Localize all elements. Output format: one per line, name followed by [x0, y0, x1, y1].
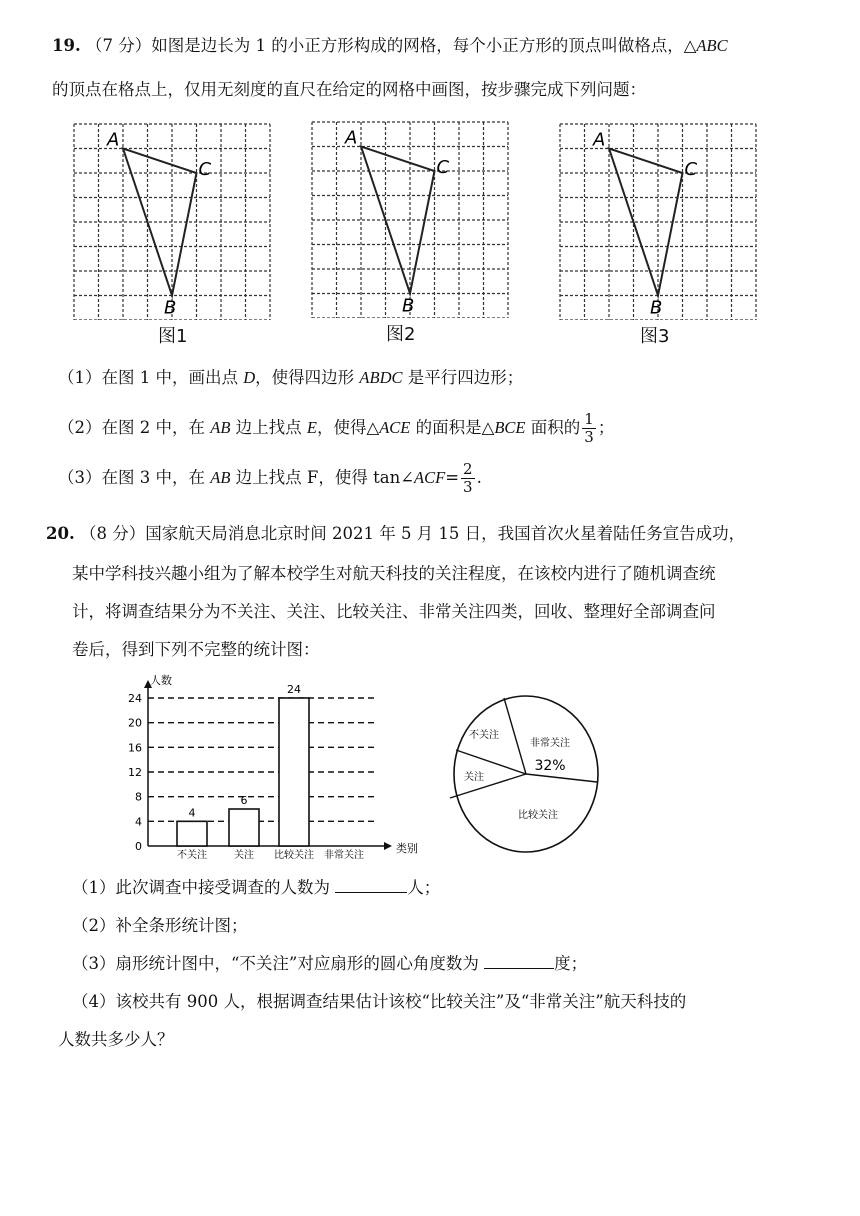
bar-value-label: 24 [287, 683, 301, 696]
figure-1-label: 图1 [158, 326, 188, 347]
vertex-a-label: A [593, 129, 606, 151]
q19-sub2-end: ； [597, 418, 615, 437]
pie-slice-label: 非常关注 [530, 738, 570, 749]
y-tick-label: 8 [135, 790, 142, 804]
q20-sub1-text-a: （1）此次调查中接受调查的人数为 [72, 878, 330, 897]
q19-intro-line2 [52, 78, 646, 102]
pie-slice-label: 关注 [464, 772, 484, 783]
q19-sub2-text-d: 的面积是△ [415, 418, 495, 437]
point-d: D [243, 368, 256, 387]
answer-blank-3[interactable] [484, 952, 554, 969]
fraction-one-third [582, 411, 596, 446]
q19-sub2-text-b: 边上找点 [235, 418, 302, 437]
pie-slice-percent: 32% [534, 758, 566, 774]
y-tick-label: 24 [128, 692, 142, 705]
y-tick-label: 4 [135, 815, 142, 829]
triangle-abc: ABC [696, 36, 728, 55]
q20-sub3 [72, 952, 587, 976]
vertex-a-label: A [107, 129, 120, 151]
q19-sub2-text-a: （2）在图 2 中，在 [58, 418, 205, 437]
x-axis-title: 类别 [396, 842, 418, 855]
q20-sub2: （2）补全条形统计图； [72, 916, 248, 935]
bar-value-label: 6 [240, 794, 248, 807]
grid-figure-2-svg [308, 118, 513, 318]
vertex-c-label: C [436, 157, 450, 178]
q20-text-1: 国家航天局消息北京时间 2021 年 5 月 15 日，我国首次火星着陆任务宣告成功， [145, 524, 746, 543]
q19-intro-line1 [52, 34, 728, 58]
bar-value-label: 4 [188, 806, 196, 820]
vertex-b-label: B [164, 297, 177, 319]
fraction-two-thirds [461, 461, 475, 496]
pie-slice-label: 比较关注 [518, 810, 558, 821]
vertex-b-label: B [650, 297, 663, 319]
segment-ab: AB [210, 468, 231, 487]
figure-2-label: 图2 [386, 324, 416, 345]
q20-sub3-text-b: 度； [554, 954, 588, 973]
triangle-bce: BCE [494, 418, 526, 437]
bar [177, 821, 207, 846]
q19-sub2 [58, 408, 614, 448]
bar-chart [110, 670, 440, 870]
q19-sub3-text-a: （3）在图 3 中，在 [58, 468, 205, 487]
y-tick-label: 16 [128, 741, 142, 755]
q19-sub3 [58, 458, 482, 498]
vertex-c-label: C [684, 159, 698, 180]
equals-sign: = [445, 468, 460, 487]
category-label: 非常关注 [324, 850, 364, 861]
point-e: E [306, 418, 318, 437]
segment-ab: AB [210, 418, 231, 437]
grid-figure-3-svg [556, 120, 761, 320]
grid-figure-3 [556, 120, 761, 324]
answer-blank-1[interactable] [335, 876, 407, 893]
category-label: 比较关注 [274, 850, 314, 861]
q19-sub3-end: . [476, 468, 482, 487]
grid-figure-1-svg [70, 120, 275, 320]
y-tick-label: 20 [128, 716, 142, 730]
q20-sub4-line2: 人数共多少人？ [58, 1030, 174, 1049]
angle-acf: ACF [414, 468, 446, 487]
y-tick-label: 12 [128, 766, 142, 779]
fraction-denominator: 3 [463, 478, 473, 496]
triangle-symbol: △ [683, 36, 697, 55]
grid-figure-1 [70, 120, 275, 324]
bar [279, 698, 309, 846]
bar [229, 809, 259, 846]
triangle-ace: ACE [379, 418, 411, 437]
q19-sub2-text-e: 面积的 [530, 418, 581, 437]
quad-abdc: ABDC [359, 368, 403, 387]
x-axis-arrow [384, 842, 392, 850]
q20-sub4-line1: （4）该校共有 900 人，根据调查结果估计该校“比较关注”及“非常关注”航天科技的 [72, 992, 687, 1011]
q19-sub1 [58, 366, 523, 390]
fraction-numerator: 1 [584, 410, 594, 428]
category-label: 关注 [234, 850, 254, 861]
q20-line1 [46, 522, 745, 546]
q20-points: （8 分） [79, 524, 146, 543]
q19-sub3-text-b: 边上找点 F，使得 tan∠ [235, 468, 415, 487]
vertex-a-label: A [345, 127, 358, 149]
q19-points: （7 分） [85, 36, 152, 55]
q20-sub1 [72, 876, 440, 900]
q20-sub3-text-a: （3）扇形统计图中，“不关注”对应扇形的圆心角度数为 [72, 954, 479, 973]
q20-line4: 卷后，得到下列不完整的统计图： [72, 640, 320, 659]
category-label: 不关注 [177, 850, 207, 861]
q19-number: 19. [52, 36, 81, 55]
pie-slice-label: 不关注 [469, 730, 499, 741]
vertex-b-label: B [402, 295, 415, 317]
q20-line2: 某中学科技兴趣小组为了解本校学生对航天科技的关注程度，在该校内进行了随机调查统 [72, 564, 716, 583]
fraction-numerator: 2 [463, 460, 473, 478]
grid-figure-2 [308, 118, 513, 322]
figure-3-label: 图3 [640, 326, 670, 347]
q19-sub1-text-b: ，使得四边形 [255, 368, 355, 387]
q19-intro-text-2: 的顶点在格点上，仅用无刻度的直尺在给定的网格中画图，按步骤完成下列问题： [52, 80, 646, 99]
q19-sub2-text-c: ，使得△ [317, 418, 380, 437]
vertex-c-label: C [198, 159, 212, 180]
q19-sub1-text-a: （1）在图 1 中，画出点 [58, 368, 238, 387]
q19-intro-text-1: 如图是边长为 1 的小正方形构成的网格，每个小正方形的顶点叫做格点， [151, 36, 684, 55]
fraction-denominator: 3 [584, 428, 594, 446]
q20-line3: 计，将调查结果分为不关注、关注、比较关注、非常关注四类，回收、整理好全部调查问 [72, 602, 716, 621]
q19-sub1-text-c: 是平行四边形； [407, 368, 524, 387]
y-axis-title: 人数 [150, 674, 172, 687]
pie-chart [446, 690, 606, 860]
q20-sub1-text-b: 人； [407, 878, 441, 897]
y-tick-label: 0 [135, 840, 142, 853]
q20-number: 20. [46, 524, 75, 543]
